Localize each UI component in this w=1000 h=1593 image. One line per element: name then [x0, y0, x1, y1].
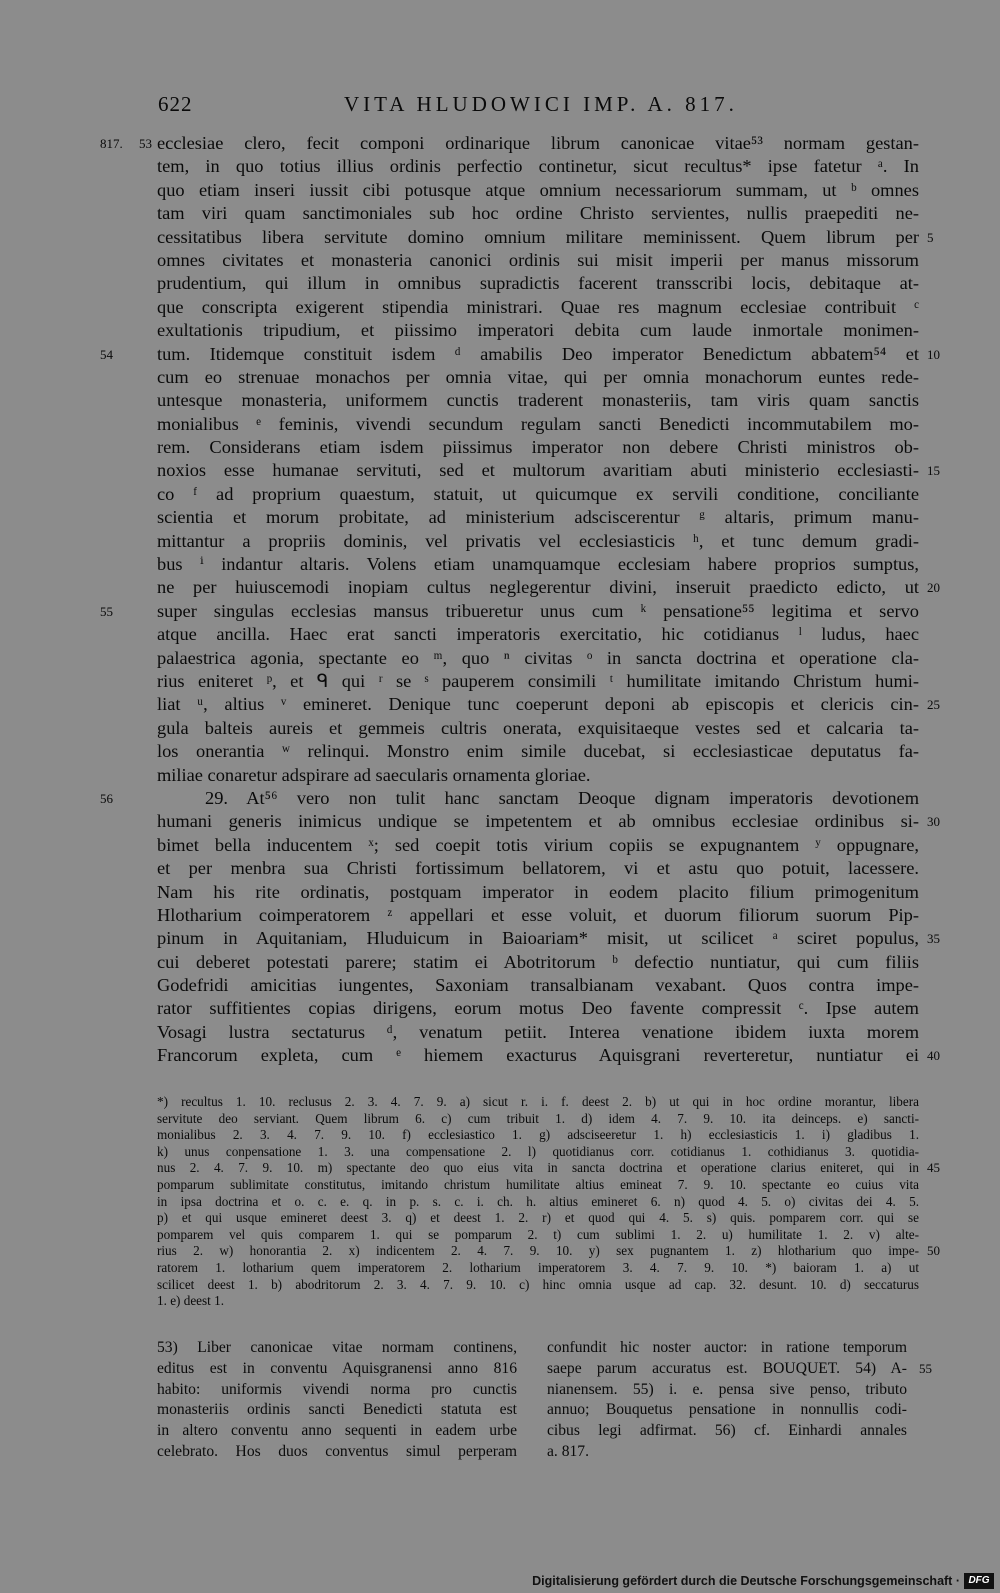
footnote-line: [547, 1400, 907, 1421]
main-text-line-text: ne per huiuscemodi inopiam cultus neglegerentur divini, inseruit praedicto edicto, ut: [157, 577, 919, 598]
main-text-line-text: ecclesiae clero, fecit componi ordinarique librum canonicae vitae⁵³ normam gestan-: [157, 133, 919, 153]
main-text-line: [157, 319, 919, 342]
page-header: [158, 92, 918, 124]
margin-line-number: 20: [927, 580, 940, 596]
footnote-line: [547, 1442, 907, 1463]
main-text-line-text: bus ⁱ indantur altaris. Volens etiam unamquamque ecclesiam habere proprios sumptus,: [157, 554, 919, 575]
main-text-line: [157, 693, 940, 716]
main-text-line: [157, 272, 919, 295]
main-text-line: [157, 927, 940, 950]
main-text-line-text: quo etiam inseri iussit cibi potusque atque omnium necessariorum summam, ut ᵇ omnes: [157, 179, 919, 200]
margin-year-chapter: 817. 53: [100, 136, 152, 151]
margin-line-number: 50: [927, 1243, 940, 1259]
main-text-line-text: tem, in quo totius illius ordinis perfectio continetur, sicut recultus* ipse fatetur ᵃ. In: [157, 156, 919, 177]
main-text-line-text: tam viri quam sanctimoniales sub hoc ordine Christo servientes, nullis praepediti ne-: [157, 203, 919, 224]
main-text-line: [157, 881, 919, 904]
footnotes-left-column: [157, 1338, 517, 1463]
footnote-line-text: 53) Liber canonicae vitae normam continens,: [157, 1339, 517, 1356]
apparatus-line-text: in ipsa doctrina et o. c. e. q. in p. s. c. i. ch. h. altius emineret 6. n) quod 4. 5. o) civitas dei 4. 5.: [157, 1193, 919, 1209]
apparatus-line-text: k) unus conpensatione 1. 3. una compensatione 2. l) quotidianus corr. cotidianus 1. cothidianus 3. quotidia-: [157, 1143, 919, 1159]
margin-line-number: 55: [919, 1360, 932, 1376]
main-text-line: [157, 179, 919, 202]
footnotes-right-column: [547, 1338, 932, 1463]
main-text-line-text: que conscripta exigerent stipendia ministrari. Quae res magnum ecclesiae contribuit ᶜ: [157, 296, 919, 317]
main-text-line: [157, 740, 919, 763]
main-text-line: [157, 647, 919, 670]
margin-line-number: 15: [927, 463, 940, 479]
main-text-line: [157, 670, 919, 693]
apparatus-line: [157, 1194, 919, 1211]
main-text-line: [157, 717, 919, 740]
main-text-line: [157, 997, 919, 1020]
main-text-line-text: et per menbra sua Christi fortissimum bellatorem, vi et astu quo potuit, lacessere.: [157, 858, 919, 879]
main-text-line-text: los onerantia ʷ relinqui. Monstro enim simile ducebat, si ecclesiasticae deputatus fa-: [157, 741, 919, 762]
main-text-line: [157, 389, 919, 412]
main-text-line-text: atque ancilla. Haec erat sancti imperatoris exercitatio, hic cotidianus ˡ ludus, haec: [157, 624, 919, 645]
margin-line-number: 10: [927, 346, 940, 362]
main-text-line-text: Nam his rite ordinatis, postquam imperator in eodem placito filium primogenitum: [157, 881, 919, 902]
apparatus-line-text: monialibus 2. 3. 4. 7. 9. 10. f) ecclesiastico 1. g) adsciseeretur 1. h) ecclesiasticis 1. i) gladibus 1.: [157, 1127, 919, 1143]
main-text-line: [157, 483, 919, 506]
main-text-line-text: Francorum expleta, cum ᵉ hiemem exacturus Aquisgrani reverteretur, nuntiatur ei: [157, 1045, 919, 1066]
margin-line-number: 45: [927, 1160, 940, 1176]
main-text: [100, 132, 940, 1068]
apparatus-line: [157, 1210, 919, 1227]
main-text-line: [157, 576, 940, 599]
footnote-line-text: celebrato. Hos duos conventus simul perperam: [157, 1442, 517, 1460]
main-text-line-text: bimet bella inducentem ˣ; sed coepit totis virium copiis se expugnantem ʸ oppugnare,: [157, 834, 919, 855]
main-text-line-text: Vosagi lustra sectaturus ᵈ, venatum petiit. Interea venatione ibidem iuxta morem: [157, 1021, 919, 1042]
footnote-line: [157, 1338, 517, 1359]
main-text-line-text: tum. Itidemque constituit isdem ᵈ amabilis Deo imperator Benedictum abbatem⁵⁴ et: [157, 343, 919, 364]
apparatus-line-text: *) recultus 1. 10. reclusus 2. 3. 4. 7. 9. a) sicut r. i. f. deest 2. b) ut qui in hoc ordine morantur, libera: [157, 1094, 919, 1109]
main-text-line-text: 29. At⁵⁶ vero non tulit hanc sanctam Deoque dignam imperatoris devotionem: [205, 787, 919, 808]
margin-line-number: 40: [927, 1048, 940, 1064]
main-text-line: [100, 132, 919, 155]
margin-line-number: 25: [927, 697, 940, 713]
apparatus-line: [157, 1293, 919, 1310]
main-text-line-text: untesque monasteria, uniformem cunctis traderent monasteriis, tam viris quam sanctis: [157, 390, 919, 411]
page-number: 622: [158, 92, 193, 116]
main-text-line-text: super singulas ecclesias mansus tribueretur unus cum ᵏ pensatione⁵⁵ legitima et servo: [157, 600, 919, 621]
main-text-line: [157, 459, 940, 482]
apparatus-line-text: nus 2. 4. 7. 9. 10. m) spectante deo quo eius vita in sancta doctrina et operatione clarius eniteret, qui in: [157, 1160, 919, 1176]
main-text-line: [157, 623, 919, 646]
apparatus-line-text: scilicet deest 1. b) abodritorum 2. 3. 4. 7. 9. 10. c) hinc omnia usque ad cap. 32. desunt. 10. d) seccaturus: [157, 1276, 919, 1292]
apparatus-line-text: servitute deo serviant. Quem librum 6. c) cum tribuit 1. d) idem 4. 7. 9. 10. ita deinceps. e) sancti-: [157, 1110, 919, 1126]
digitization-credit: Digitalisierung gefördert durch die Deutsche Forschungsgemeinschaft ·: [532, 1574, 960, 1588]
main-text-line: [157, 764, 919, 787]
main-text-line-text: co ᶠ ad proprium quaestum, statuit, ut quicumque ex servili conditione, conciliante: [157, 483, 919, 504]
apparatus-line-text: pomparem vel quis comparem 1. qui se pomparum 2. t) cum sublimi 1. 2. u) humilitate 1. 2. v) alte-: [157, 1226, 919, 1242]
footnote-line-text: monasteriis ordinis sancti Benedicti statuta est: [157, 1401, 517, 1419]
margin-year-chapter: 55: [100, 603, 113, 619]
main-text-line: [157, 530, 919, 553]
main-text-line-text: monialibus ᵉ feminis, vivendi secundum regulam sancti Benedicti incommutabilem mo-: [157, 413, 919, 434]
apparatus-line: [157, 1144, 919, 1161]
main-text-line-text: cessitatibus libera servitute domino omnium militare meminissent. Quem librum per: [157, 226, 919, 247]
main-text-line: [157, 413, 919, 436]
critical-apparatus: [157, 1094, 940, 1310]
main-text-line-text: Hlotharium coimperatorem ᶻ appellari et esse voluit, et duorum filiorum suorum Pip-: [157, 904, 919, 925]
main-text-line: [157, 226, 934, 249]
footnote-line-text: cibus legi adfirmat. 56) cf. Einhardi annales: [547, 1422, 907, 1440]
main-text-line-text: rem. Considerans etiam isdem piissimus imperator non debere Christi ministros ob-: [157, 437, 919, 458]
main-text-line-text: prudentium, qui illum in omnibus supradictis facerent transscribi locis, debitaque at-: [157, 273, 919, 294]
main-text-line-text: liat ᵘ, altius ᵛ emineret. Denique tunc coeperunt deponi ab episcopis et clericis cin-: [157, 694, 919, 715]
apparatus-line-text: p) et qui usque emineret deest 3. q) et deest 1. 2. r) et quod qui 4. 5. s) quis. pomparem corr. qui se: [157, 1210, 919, 1226]
main-text-line-text: palaestrica agonia, spectante eo ᵐ, quo ⁿ civitas ᵒ in sancta doctrina et operatione cla-: [157, 647, 919, 668]
footnote-line: [157, 1400, 517, 1421]
dfg-logo: DFG: [964, 1573, 994, 1589]
main-text-line: [157, 296, 919, 319]
main-text-line: [157, 553, 919, 576]
footnote-line: [157, 1380, 517, 1401]
apparatus-line: [157, 1094, 919, 1111]
main-text-line-text: Godefridi amicitias iungentes, Saxoniam transalbianam vexabant. Quos contra impe-: [157, 975, 919, 996]
main-text-line: [157, 366, 919, 389]
main-text-line-text: gula balteis aureis et gemmeis cultris onerata, exquisitaeque vestes sed et calcaria ta-: [157, 717, 919, 738]
main-text-line-text: rator suffitientes copias dirigens, eorum motus Deo favente compressit ᶜ. Ipse autem: [157, 998, 919, 1019]
main-text-line-text: mittantur a propriis dominis, vel privatis vel ecclesiasticis ʰ, et tunc demum gradi-: [157, 530, 919, 551]
main-text-line: [157, 506, 919, 529]
footnote-line: [547, 1338, 907, 1359]
main-text-line: [157, 857, 919, 880]
main-text-line-text: omnes civitates et monasteria canonici ordinis sui misit imperii per manus missorum: [157, 249, 919, 270]
main-text-line: [157, 810, 940, 833]
main-text-line: [157, 202, 919, 225]
footnote-line: [547, 1421, 907, 1442]
footnote-line-text: confundit hic noster auctor: in ratione temporum: [547, 1339, 907, 1356]
footnote-line-text: annuo; Bouquetus pensatione in nonnullis codi-: [547, 1401, 907, 1419]
main-text-line: [157, 1021, 919, 1044]
apparatus-line: [157, 1227, 919, 1244]
footnote-line: [547, 1359, 932, 1380]
apparatus-line: [157, 1177, 919, 1194]
footnote-line-text: a. 817.: [547, 1442, 590, 1460]
apparatus-line-text: 1. e) deest 1.: [157, 1293, 225, 1309]
main-text-line: [157, 1044, 940, 1067]
margin-line-number: 35: [927, 931, 940, 947]
apparatus-line: [157, 1260, 919, 1277]
footnote-line-text: habito: uniformis vivendi norma pro cunctis: [157, 1380, 517, 1398]
main-text-line: [157, 436, 919, 459]
main-text-line: [157, 834, 919, 857]
main-text-line: [157, 904, 919, 927]
running-title: VITA HLUDOWICI IMP. A. 817.: [344, 92, 738, 116]
main-text-line-text: noxios esse humanae servituti, sed et multorum avaritiam abuti ministerio ecclesiasti-: [157, 460, 919, 481]
apparatus-line: [157, 1243, 940, 1260]
footnote-line: [157, 1442, 517, 1463]
footer-bar: [0, 1572, 1000, 1593]
main-text-line: [100, 343, 940, 366]
main-text-line-text: cui deberet potestati parere; statim ei Abotritorum ᵇ defectio nuntiatur, qui cum filiis: [157, 951, 919, 972]
margin-year-chapter: 56: [100, 790, 113, 806]
apparatus-line: [157, 1277, 919, 1294]
margin-line-number: 30: [927, 814, 940, 830]
apparatus-line: [157, 1160, 940, 1177]
main-text-line-text: pinum in Aquitaniam, Hluduicum in Baioariam* misit, ut scilicet ᵃ sciret populus,: [157, 928, 919, 949]
apparatus-line-text: ratorem 1. lotharium quem imperatorem 2. lotharium imperatorem 3. 4. 7. 9. 10. *) baioram 1. a) ut: [157, 1259, 919, 1275]
footnote-line-text: saepe parum accuratus est. BOUQUET. 54) A-: [547, 1359, 907, 1377]
margin-line-number: 5: [927, 229, 934, 245]
main-text-line: [157, 155, 919, 178]
main-text-line: [100, 787, 919, 810]
main-text-line: [157, 974, 919, 997]
main-text-line-text: scientia et morum probitate, ad ministerium adsciscerentur ᵍ altaris, primum manu-: [157, 507, 919, 528]
apparatus-line: [157, 1111, 919, 1128]
apparatus-line-text: pomparum sublimitate constitutus, imitando christum humilitate altius emineat 7. 9. 10. spectante eo cuius vita: [157, 1176, 919, 1192]
footnote-line-text: nianensem. 55) i. e. pensa sive penso, tributo: [547, 1380, 907, 1398]
footnote-line: [547, 1380, 907, 1401]
main-text-line: [157, 249, 919, 272]
main-text-line: [157, 951, 919, 974]
footnote-line-text: in altero conventu anno sequenti in eadem urbe: [157, 1422, 517, 1440]
main-text-line-text: humani generis inimicus undique se impetentem et ab omnibus ecclesiae ordinibus si-: [157, 811, 919, 832]
main-text-line-text: exultationis tripudium, et piissimo imperatori debita cum laude inmortale monimen-: [157, 320, 919, 341]
apparatus-line-text: rius 2. w) honorantia 2. x) indicentem 2. 4. 7. 9. 10. y) sex pugnantem 1. z) hlotharium quo impe-: [157, 1243, 919, 1259]
margin-year-chapter: 54: [100, 346, 113, 362]
main-text-line: [100, 600, 919, 623]
main-text-line-text: miliae conaretur adspirare ad saecularis ornamenta gloriae.: [157, 764, 591, 785]
footnote-line-text: editus est in conventu Aquisgranensi anno 816: [157, 1359, 517, 1377]
main-text-line-text: rius eniteret ᵖ, et ᑫ qui ʳ se ˢ pauperem consimili ᵗ humilitate imitando Christum humi-: [157, 670, 919, 691]
main-text-line-text: cum eo strenuae monachos per omnia vitae, qui per omnia monachorum euntes rede-: [157, 366, 919, 387]
footnote-line: [157, 1421, 517, 1442]
footnote-line: [157, 1359, 517, 1380]
apparatus-line: [157, 1127, 919, 1144]
